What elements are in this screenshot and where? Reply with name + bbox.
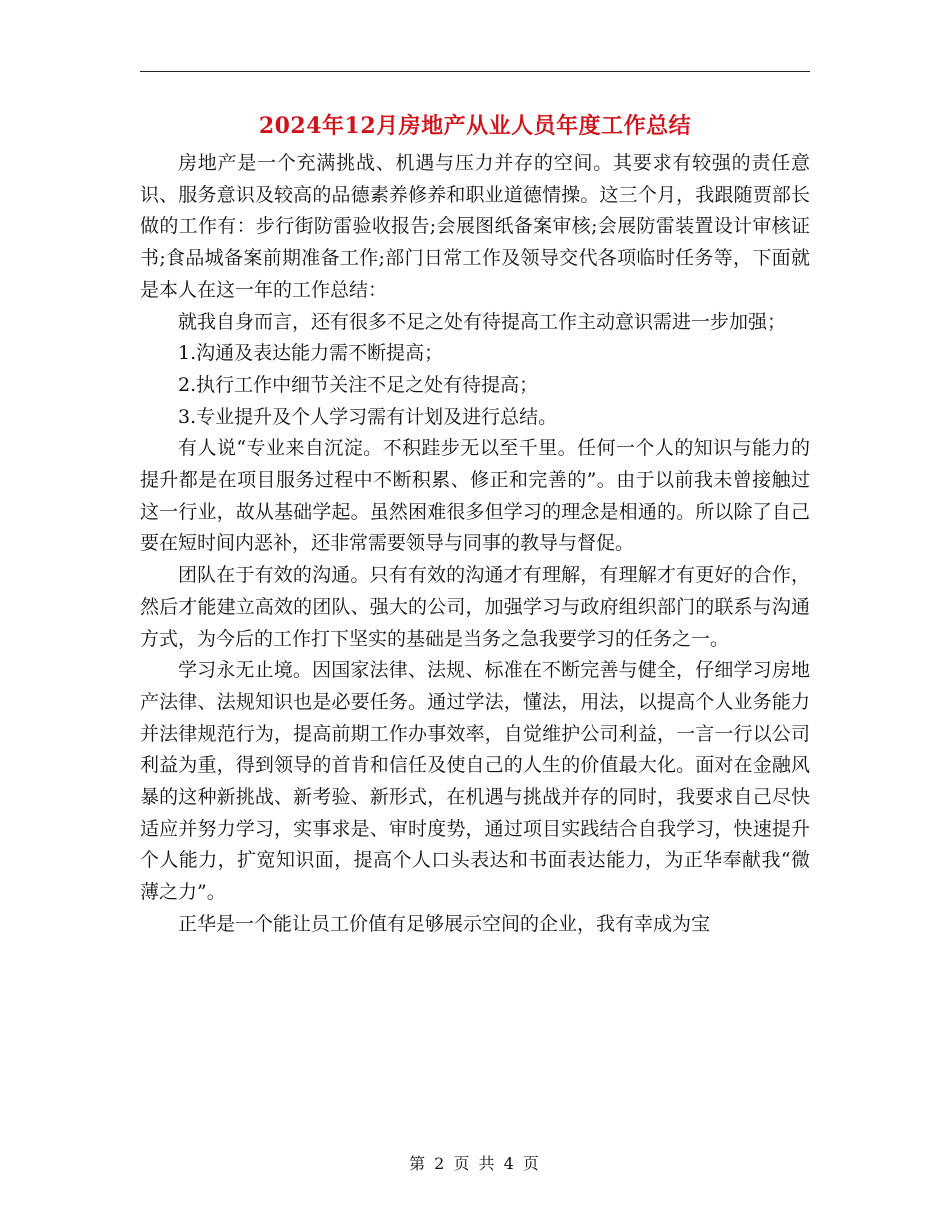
- paragraph: 房地产是一个充满挑战、机遇与压力并存的空间。其要求有较强的责任意识、服务意识及较高的品德素养修养和职业道德情操。这三个月，我跟随贾部长做的工作有：步行街防雷验收报告;会展图纸备案审核;会展防雷装置设计审核证书;食品城备案前期准备工作;部门日常工作及领导交代各项临时任务等，下面就是本人在这一年的工作总结：: [140, 152, 810, 301]
- document-title: 2024年12月房地产从业人员年度工作总结: [258, 113, 692, 139]
- paragraph: 学习永无止境。因国家法律、法规、标准在不断完善与健全，仔细学习房地产法律、法规知识也是必要任务。通过学法，懂法，用法，以提高个人业务能力并法律规范行为，提高前期工作办事效率，自觉维护公司利益，一言一行以公司利益为重，得到领导的首肯和信任及使自己的人生的价值最大化。面对在金融风暴的这种新挑战、新考验、新形式，在机遇与挑战并存的同时，我要求自己尽快适应并努力学习，实事求是、审时度势，通过项目实践结合自我学习，快速提升个人能力，扩宽知识面，提高个人口头表达和书面表达能力，为正华奉献我“微薄之力”。: [140, 659, 810, 904]
- paragraph: 正华是一个能让员工价值有足够展示空间的企业，我有幸成为宝: [178, 912, 711, 935]
- paragraph: 就我自身而言，还有很多不足之处有待提高工作主动意识需进一步加强；: [178, 310, 787, 333]
- page-footer: 第 2 页 共 4 页: [409, 1154, 541, 1173]
- document-body: [140, 148, 810, 941]
- paragraph: 有人说“专业来自沉淀。不积跬步无以至千里。任何一个人的知识与能力的提升都是在项目服务过程中不断积累、修正和完善的”。由于以前我未曾接触过这一行业，故从基础学起。虽然困难很多但学习的理念是相通的。所以除了自己要在短时间内恶补，还非常需要领导与同事的教导与督促。: [140, 437, 810, 555]
- paragraph: 团队在于有效的沟通。只有有效的沟通才有理解，有理解才有更好的合作，然后才能建立高效的团队、强大的公司，加强学习与政府组织部门的联系与沟通方式，为今后的工作打下坚实的基础是当务之急我要学习的任务之一。: [140, 564, 810, 650]
- header-rule: [140, 71, 810, 72]
- list-item: 3.专业提升及个人学习需有计划及进行总结。: [178, 405, 558, 428]
- list-item: 1.沟通及表达能力需不断提高；: [178, 342, 444, 365]
- list-item: 2.执行工作中细节关注不足之处有待提高；: [178, 373, 539, 396]
